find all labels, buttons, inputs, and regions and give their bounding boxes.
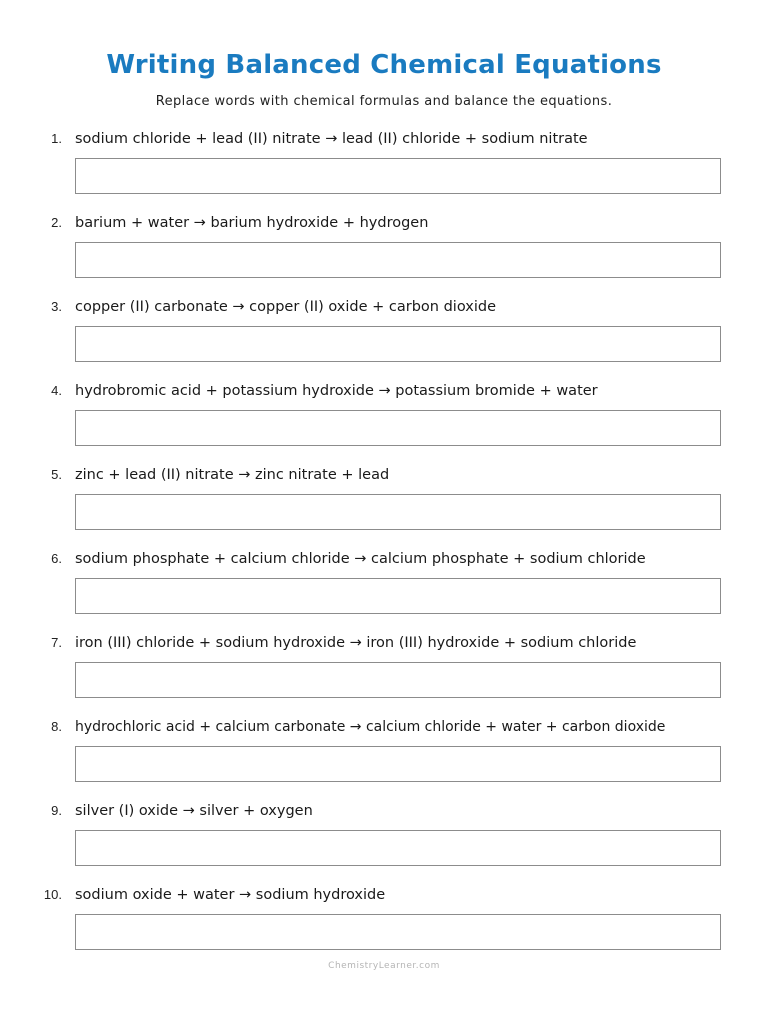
question-number: 8.	[51, 719, 62, 734]
answer-box-7[interactable]	[75, 662, 721, 698]
answer-box-4[interactable]	[75, 410, 721, 446]
question-text: sodium chloride + lead (II) nitrate → lead (II) chloride + sodium nitrate	[75, 131, 588, 147]
question-2	[0, 212, 768, 296]
question-3	[0, 296, 768, 380]
question-10	[0, 884, 768, 968]
question-text: sodium oxide + water → sodium hydroxide	[75, 887, 386, 903]
question-text: barium + water → barium hydroxide + hydrogen	[75, 215, 429, 231]
question-number: 9.	[51, 803, 62, 818]
question-text: zinc + lead (II) nitrate → zinc nitrate + lead	[75, 467, 390, 483]
question-number: 10.	[43, 887, 62, 902]
answer-box-2[interactable]	[75, 242, 721, 278]
footer-watermark: ChemistryLearner.com	[328, 961, 440, 971]
question-text: hydrochloric acid + calcium carbonate → calcium chloride + water + carbon dioxide	[75, 719, 666, 735]
answer-box-3[interactable]	[75, 326, 721, 362]
question-number: 5.	[51, 467, 62, 482]
question-number: 7.	[51, 635, 62, 650]
question-7	[0, 632, 768, 716]
answer-box-8[interactable]	[75, 746, 721, 782]
answer-box-6[interactable]	[75, 578, 721, 614]
question-6	[0, 548, 768, 632]
question-number: 6.	[51, 551, 62, 566]
question-8	[0, 716, 768, 800]
question-4	[0, 380, 768, 464]
question-number: 1.	[51, 131, 62, 146]
question-9	[0, 800, 768, 884]
question-text: silver (I) oxide → silver + oxygen	[75, 803, 313, 819]
answer-box-10[interactable]	[75, 914, 721, 950]
answer-box-5[interactable]	[75, 494, 721, 530]
question-text: copper (II) carbonate → copper (II) oxide + carbon dioxide	[75, 299, 496, 315]
question-text: iron (III) chloride + sodium hydroxide → iron (III) hydroxide + sodium chloride	[75, 635, 637, 651]
answer-box-1[interactable]	[75, 158, 721, 194]
question-1	[0, 128, 768, 212]
question-number: 3.	[51, 299, 62, 314]
question-text: sodium phosphate + calcium chloride → calcium phosphate + sodium chloride	[75, 551, 646, 567]
instructions: Replace words with chemical formulas and balance the equations.	[155, 94, 613, 109]
answer-box-9[interactable]	[75, 830, 721, 866]
question-5	[0, 464, 768, 548]
question-text: hydrobromic acid + potassium hydroxide → potassium bromide + water	[75, 383, 598, 399]
question-number: 2.	[51, 215, 62, 230]
page-title: Writing Balanced Chemical Equations	[106, 50, 662, 80]
question-number: 4.	[51, 383, 62, 398]
